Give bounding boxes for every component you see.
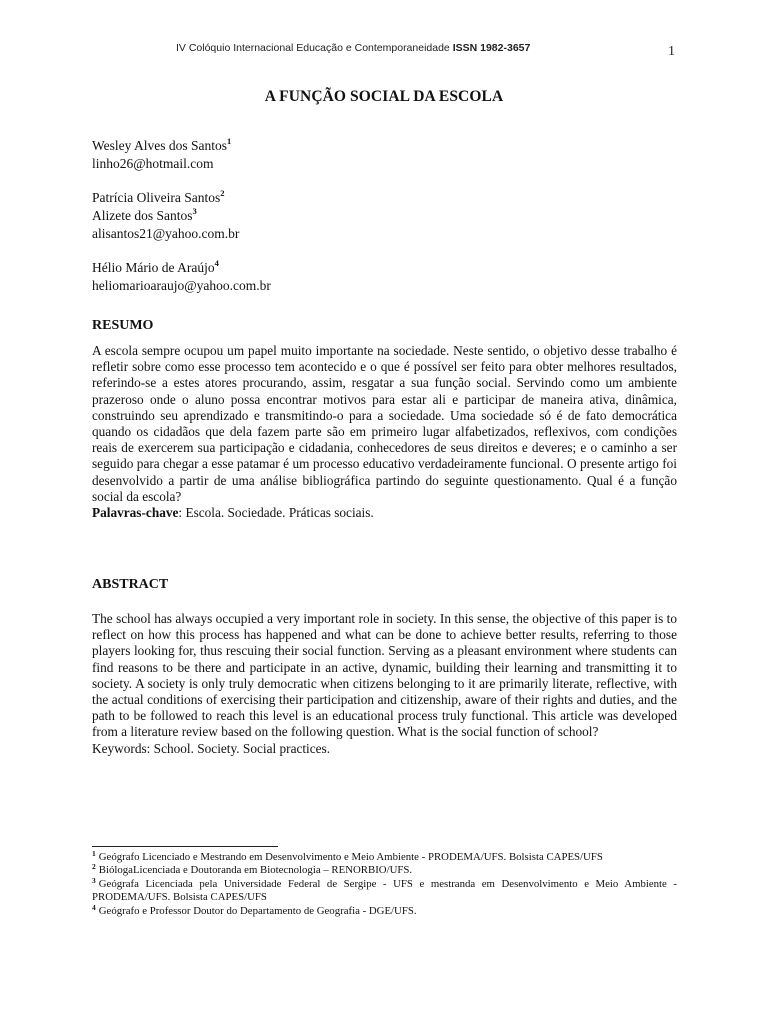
author-name: Patrícia Oliveira Santos (92, 190, 221, 205)
abstract-text: The school has always occupied a very important role in society. In this sense, the objective of this paper is to reflect on how this process has happened and what can be done to achieve better results, referring to those players looking for, thus rescuing their social function. Serving as a pleasant environment where students can find reasons to be there and participate in an active, dynamic, building their learning and transmitting it to society. A society is only truly democratic when citizens belonging to it are primarily literate, reflective, with the actual conditions of exercising their participation and citizenship, aware of their rights and duties, and the path to be followed to reach this level is an educational process truly functional. This article was developed from a literature review based on the following question. What is the social function of school? (92, 611, 677, 740)
issn-number: ISSN 1982-3657 (452, 42, 531, 54)
footnote-mark: 2 (92, 862, 96, 872)
footnote (92, 875, 677, 905)
author-email: linho26@hotmail.com (92, 156, 214, 171)
abstract-heading: ABSTRACT (92, 577, 169, 592)
author-name-line (92, 189, 682, 207)
footnote-ref: 4 (214, 258, 219, 268)
keywords-values: : Escola. Sociedade. Práticas sociais. (178, 505, 374, 521)
page-number: 1 (668, 44, 675, 59)
resumo-keywords (92, 505, 677, 521)
footnotes (92, 851, 677, 918)
footnote-mark: 1 (92, 849, 96, 858)
footnote (92, 902, 677, 918)
resumo-heading: RESUMO (92, 318, 154, 333)
footnote-text: BiólogaLicenciada e Doutoranda em Biotecnologia – RENORBIO/UFS. (98, 864, 413, 877)
conference-line (176, 42, 530, 54)
footnote (92, 851, 677, 864)
footnote-ref: 2 (220, 188, 225, 198)
resumo-text: A escola sempre ocupou um papel muito importante na sociedade. Neste sentido, o objetivo desse trabalho é refletir sobre como esse processo tem acontecido e o que é possível ser feito para obter melhores resultados, referindo-se a estes atores procurando, assim, resgatar a sua função social. Servindo como um ambiente prazeroso onde o aluno possa encontrar motivos para estar ali e participar de maneira ativa, dinâmica, construindo seu aprendizado e transmitindo-o para a sociedade. Uma sociedade só é de fato democrática quando os cidadãos que dela fazem parte são em primeiro lugar alfabetizados, reflexivos, com condições reais de exercerem sua participação e cidadania, conhecedores de seus direitos e deveres; e o caminho a ser seguido para chegar a esse patamar é um processo educativo verdadeiramente funcional. O presente artigo foi desenvolvido a partir de uma análise bibliográfica partindo do seguinte questionamento. Qual é a função social da escola? (92, 343, 677, 504)
abstract-section (92, 611, 677, 757)
author-name: Wesley Alves dos Santos (92, 138, 228, 153)
author-group (92, 189, 682, 243)
abstract-keywords: Keywords: School. Society. Social practices. (92, 740, 331, 756)
author-group (92, 259, 682, 295)
footnote-mark: 3 (92, 875, 96, 885)
footnote-mark: 4 (92, 902, 96, 912)
author-name-line (92, 207, 682, 225)
footnote-ref: 1 (227, 136, 232, 146)
author-group (92, 137, 682, 173)
author-email: heliomarioaraujo@yahoo.com.br (92, 278, 271, 293)
author-block (92, 137, 682, 311)
author-email: alisantos21@yahoo.com.br (92, 226, 240, 241)
keywords-label: Palavras-chave (92, 505, 179, 521)
paper-title: A FUNÇÃO SOCIAL DA ESCOLA (264, 88, 504, 105)
author-name-line (92, 137, 682, 155)
footnote-text: Geógrafo e Professor Doutor do Departamento de Geografia - DGE/UFS. (98, 904, 417, 917)
footnote (92, 864, 677, 877)
author-name: Hélio Mário de Araújo (92, 260, 215, 275)
footnote-text: Geógrafa Licenciada pela Universidade Federal de Sergipe - UFS e mestranda em Desenvolvimento e Meio Ambiente - PRODEMA/UFS. Bolsista CAPES/UFS (92, 877, 677, 904)
conference-name: IV Colóquio Internacional Educação e Contemporaneidade (176, 42, 450, 54)
footnote-separator (92, 846, 278, 847)
footnote-text: Geógrafo Licenciado e Mestrando em Desenvolvimento e Meio Ambiente - PRODEMA/UFS. Bolsista CAPES/UFS (98, 851, 603, 863)
author-name-line (92, 259, 682, 277)
resumo-section (92, 343, 677, 521)
footnote-ref: 3 (192, 206, 197, 216)
author-name: Alizete dos Santos (92, 208, 193, 223)
